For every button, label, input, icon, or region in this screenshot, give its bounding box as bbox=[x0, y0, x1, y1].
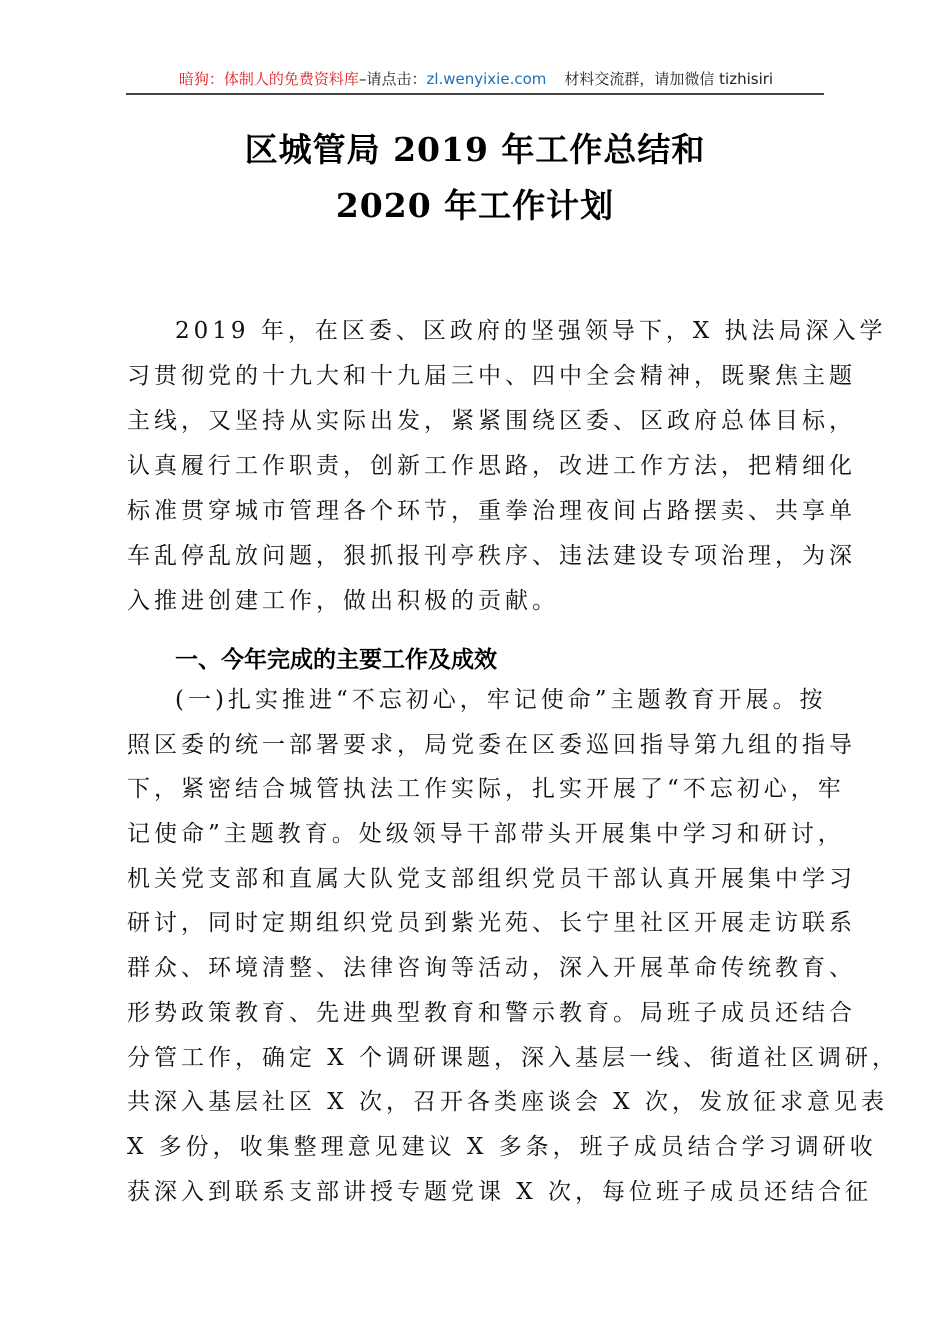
paragraph-line: 研讨，同时定期组织党员到紫光苑、长宁里社区开展走访联系 bbox=[127, 910, 856, 937]
paragraph-line: 2019 年，在区委、区政府的坚强领导下，X 执法局深入学 bbox=[175, 318, 887, 344]
paragraph-line: 入推进创建工作，做出积极的贡献。 bbox=[127, 588, 559, 614]
paragraph-line: X 多份，收集整理意见建议 X 多条，班子成员结合学习调研收 bbox=[127, 1133, 877, 1160]
promo-header bbox=[128, 66, 824, 92]
paragraph-line: 主线，又坚持从实际出发，紧紧围绕区委、区政府总体目标， bbox=[127, 408, 856, 434]
promo-link[interactable]: zl.wenyixie.com bbox=[426, 70, 547, 88]
paragraph-line: 下，紧密结合城管执法工作实际，扎实开展了“不忘初心，牢 bbox=[127, 776, 845, 803]
paragraph-line: 记使命”主题教育。处级领导干部带头开展集中学习和研讨， bbox=[127, 821, 845, 848]
paragraph-line: 标准贯穿城市管理各个环节，重拳治理夜间占路摆卖、共享单 bbox=[127, 498, 856, 524]
section1-paragraph bbox=[127, 678, 899, 1214]
header-divider bbox=[126, 93, 824, 95]
paragraph-line: 习贯彻党的十九大和十九届三中、四中全会精神，既聚焦主题 bbox=[127, 363, 856, 389]
paragraph-line: 认真履行工作职责，创新工作思路，改进工作方法，把精细化 bbox=[127, 453, 856, 479]
promo-wechat-note: 材料交流群，请加微信 tizhisiri bbox=[564, 70, 774, 88]
paragraph-line: (一)扎实推进“不忘初心，牢记使命”主题教育开展。按 bbox=[175, 687, 827, 713]
paragraph-line: 获深入到联系支部讲授专题党课 X 次，每位班子成员还结合征 bbox=[127, 1178, 872, 1205]
paragraph-line: 机关党支部和直属大队党支部组织党员干部认真开展集中学习 bbox=[127, 865, 856, 892]
promo-site-name: 暗狗：体制人的免费资料库 bbox=[178, 70, 359, 88]
paragraph-line: 分管工作，确定 X 个调研课题，深入基层一线、街道社区调研， bbox=[127, 1044, 899, 1071]
paragraph-line: 共深入基层社区 X 次，召开各类座谈会 X 次，发放征求意见表 bbox=[127, 1089, 888, 1116]
paragraph-line: 照区委的统一部署要求，局党委在区委巡回指导第九组的指导 bbox=[127, 731, 856, 758]
document-title-line1: 区城管局 2019 年工作总结和 bbox=[244, 130, 706, 169]
section-heading: 一、今年完成的主要工作及成效 bbox=[175, 647, 497, 673]
intro-paragraph bbox=[127, 309, 887, 624]
document-title-line2: 2020 年工作计划 bbox=[335, 186, 615, 225]
paragraph-line: 车乱停乱放问题，狠抓报刊亭秩序、违法建设专项治理，为深 bbox=[127, 543, 856, 569]
paragraph-line: 形势政策教育、先进典型教育和警示教育。局班子成员还结合 bbox=[127, 999, 856, 1026]
promo-click-label: –请点击： bbox=[358, 70, 427, 88]
paragraph-line: 群众、环境清整、法律咨询等活动，深入开展革命传统教育、 bbox=[127, 955, 856, 982]
